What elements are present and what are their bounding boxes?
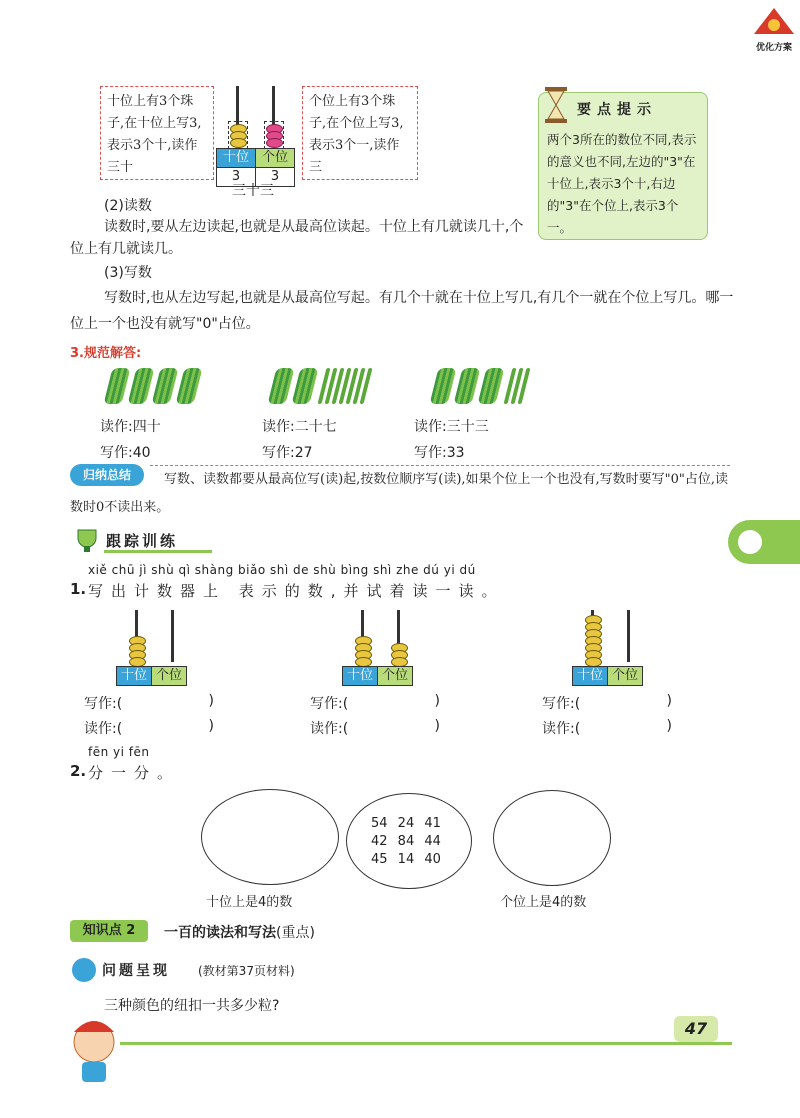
knowledge-tag: 知识点 2: [70, 920, 148, 942]
number-row-3: 45 14 40: [371, 852, 441, 867]
top-abacus: [214, 86, 300, 184]
abacus-1-tens-label: 十位: [117, 667, 152, 685]
answer-heading: 3.规范解答:: [70, 346, 142, 361]
q1-read-2[interactable]: [310, 718, 440, 738]
write-heading: (3)写数: [104, 265, 152, 281]
abacus-3-ones-label: 个位: [608, 667, 642, 685]
tens-explanation-box: [100, 86, 214, 180]
right-caption: 个位上是4的数: [500, 895, 587, 910]
read-label: 读作:(: [542, 721, 581, 737]
logo-text: 优化方案: [755, 43, 792, 53]
ones-explanation-box: [302, 86, 418, 180]
problem-tag: 问题呈现: [102, 963, 170, 979]
answer-write-1: 写作:40: [100, 445, 151, 461]
cat-face-icon: [738, 530, 762, 554]
abacus-2: [346, 610, 426, 686]
q2-number: 2.: [70, 762, 87, 780]
numbers-oval: [346, 793, 472, 889]
logo: [750, 6, 798, 53]
hourglass-icon: [545, 87, 567, 123]
answer-read-3: 读作:三十三: [414, 419, 489, 435]
tens-explanation-text: 十位上有3个珠子,在十位上写3,表示3个十,读作三十: [107, 94, 202, 175]
q1-write-2[interactable]: [310, 693, 440, 713]
abacus-1-ones-label: 个位: [152, 667, 186, 685]
write-label: 写作:(: [310, 696, 349, 712]
read-label: 读作:(: [310, 721, 349, 737]
magnifier-icon: [72, 958, 96, 982]
ones-explanation-text: 个位上有3个珠子,在个位上写3,表示3个一,读作三: [309, 94, 404, 175]
answer-write-3: 写作:33: [414, 445, 465, 461]
close-paren: ): [434, 718, 440, 734]
summary-text: 写数、读数都要从最高位写(读)起,按数位顺序写(读),如果个位上一个也没有,写数时要写"0"占位,读数时0不读出来。: [70, 472, 729, 515]
sticks-group-1: [104, 368, 214, 408]
logo-icon: [750, 6, 798, 36]
answer-write-2: 写作:27: [262, 445, 313, 461]
tip-title: 要点提示: [577, 102, 657, 118]
training-title-text: 跟踪训练: [106, 532, 179, 550]
close-paren: ): [434, 693, 440, 709]
knowledge-title-text: 一百的读法和写法: [164, 925, 276, 941]
tens-4-oval[interactable]: [201, 789, 339, 885]
read-heading: (2)读数: [104, 198, 152, 214]
q1-read-3[interactable]: [542, 718, 672, 738]
abacus-2-tens-label: 十位: [343, 667, 378, 685]
trophy-icon: [72, 526, 102, 554]
close-paren: ): [208, 718, 214, 734]
ones-digit: 3: [270, 169, 280, 184]
tip-text: 两个3所在的数位不同,表示的意义也不同,左边的"3"在十位上,表示3个十,右边的"3"在个位上,表示3个一。: [547, 132, 697, 235]
close-paren: ): [666, 718, 672, 734]
q1-write-1[interactable]: [84, 693, 214, 713]
q1-read-1[interactable]: [84, 718, 214, 738]
side-tab: [728, 520, 800, 564]
tens-digit: 3: [217, 168, 256, 186]
tens-label: 十位: [217, 149, 256, 167]
q2-text: 分一分。: [88, 764, 181, 782]
page-number: 47: [674, 1016, 718, 1042]
mascot-icon: [64, 1010, 124, 1084]
sticks-group-3: [430, 368, 540, 408]
abacus-3: [576, 610, 656, 686]
training-title: [72, 526, 212, 554]
write-label: 写作:(: [542, 696, 581, 712]
q2-pinyin: fēn yi fēn: [88, 745, 150, 759]
ones-label: 个位: [256, 149, 294, 167]
problem-header: [72, 956, 372, 984]
ones-4-oval[interactable]: [493, 790, 611, 886]
close-paren: ): [208, 693, 214, 709]
read-text: 读数时,要从左边读起,也就是从最高位读起。十位上有几就读几十,个位上有几就读几。: [70, 219, 524, 257]
abacus-2-ones-label: 个位: [378, 667, 412, 685]
abacus-3-tens-label: 十位: [573, 667, 608, 685]
problem-question: 三种颜色的纽扣一共多少粒?: [104, 998, 280, 1014]
summary-tag: 归纳总结: [70, 464, 144, 486]
abacus-1: [120, 610, 200, 686]
number-row-2: 42 84 44: [371, 834, 441, 849]
knowledge-title: [164, 922, 315, 942]
q1-pinyin: xiě chū jì shù qì shàng biǎo shì de shù bìng shì zhe dú yi dú: [88, 563, 476, 577]
write-label: 写作:(: [84, 696, 123, 712]
sticks-group-2: [268, 368, 378, 408]
tip-box: [538, 92, 708, 240]
knowledge-note: (重点): [276, 925, 315, 941]
footer-line: [120, 1042, 732, 1045]
q1-text: 写出计数器上 表示的数,并试着读一读。: [88, 582, 505, 600]
q1-write-3[interactable]: [542, 693, 672, 713]
answer-read-1: 读作:四十: [100, 419, 161, 435]
top-read-label: 三十三: [232, 183, 274, 199]
close-paren: ): [666, 693, 672, 709]
number-row-1: 54 24 41: [371, 816, 441, 831]
answer-read-2: 读作:二十七: [262, 419, 337, 435]
left-caption: 十位上是4的数: [206, 895, 293, 910]
q1-number: 1.: [70, 580, 87, 598]
write-text: 写数时,也从左边写起,也就是从最高位写起。有几个十就在十位上写几,有几个一就在个位上写几。哪一位上一个也没有就写"0"占位。: [70, 290, 734, 332]
read-label: 读作:(: [84, 721, 123, 737]
problem-source: (教材第37页材料): [198, 964, 295, 978]
